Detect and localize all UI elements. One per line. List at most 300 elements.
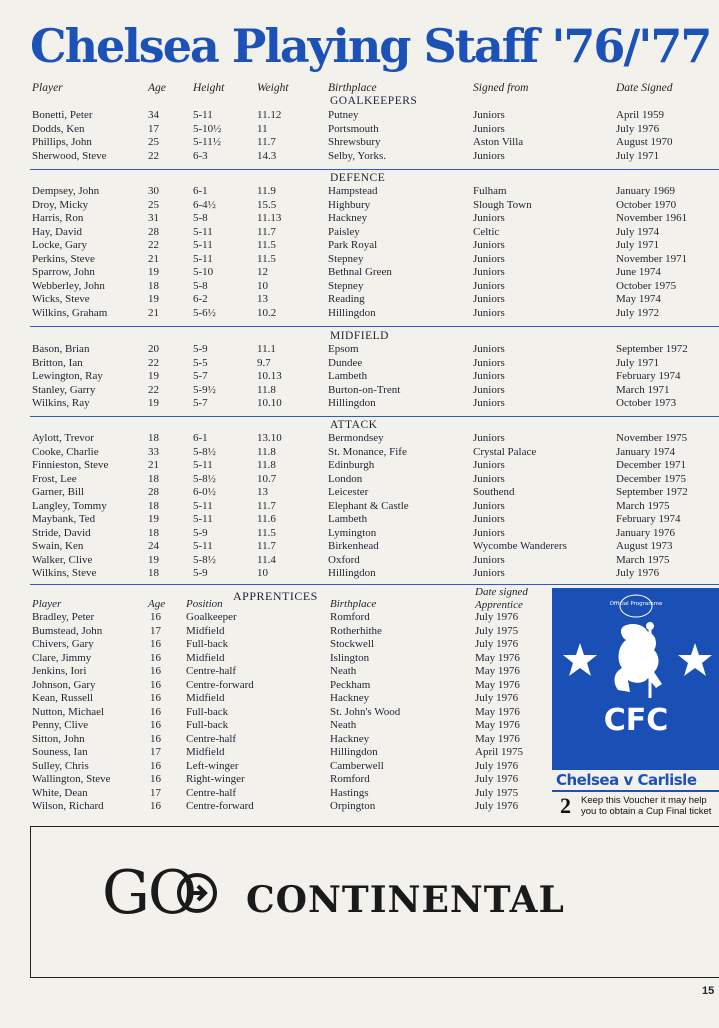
player-height: 6-1	[193, 432, 208, 444]
player-name: Cooke, Charlie	[32, 445, 99, 458]
player-signed-from: Celtic	[473, 225, 500, 238]
player-height: 5-10	[193, 266, 214, 278]
player-signed-from: Juniors	[473, 513, 505, 525]
player-date-signed: September 1972	[616, 486, 688, 498]
apprentice-position: Full-back	[186, 705, 229, 718]
arrow-right-icon	[176, 872, 218, 914]
player-signed-from: Juniors	[473, 472, 505, 485]
player-height: 6-1	[193, 185, 208, 197]
apprentice-position: Centre-forward	[186, 800, 254, 812]
apprentice-date: July 1976	[475, 773, 519, 785]
player-age: 18	[148, 526, 159, 539]
player-name: Hay, David	[32, 225, 82, 238]
player-signed-from: Juniors	[473, 122, 505, 135]
player-birthplace: Hackney	[328, 212, 368, 224]
player-date-signed: November 1975	[616, 432, 688, 444]
apprentice-date: April 1975	[475, 746, 523, 758]
advert-brand: CONTINENTAL	[246, 879, 565, 921]
player-date-signed: November 1971	[616, 252, 688, 265]
player-age: 33	[148, 445, 159, 458]
section-title: GOALKEEPERS	[330, 95, 418, 107]
player-signed-from: Fulham	[473, 185, 507, 197]
player-row	[0, 150, 719, 164]
player-signed-from: Juniors	[473, 370, 505, 382]
player-row	[0, 266, 719, 280]
player-birthplace: Lambeth	[328, 370, 368, 382]
player-birthplace: Stepney	[328, 279, 364, 292]
apprentice-age: 16	[150, 732, 161, 745]
player-birthplace: Burton-on-Trent	[328, 383, 401, 396]
player-birthplace: Bermondsey	[328, 432, 384, 444]
player-row	[0, 554, 719, 568]
programme-badge-text: Official Programme	[609, 601, 663, 607]
player-birthplace: Reading	[328, 293, 365, 305]
player-name: Webberley, John	[32, 279, 105, 292]
player-height: 5-7	[193, 370, 208, 382]
player-birthplace: Hillingdon	[328, 306, 376, 319]
player-row	[0, 384, 719, 398]
chelsea-crest-icon	[552, 588, 719, 770]
apprentice-date: May 1976	[475, 705, 520, 718]
player-age: 19	[148, 553, 159, 566]
player-weight: 10	[257, 279, 268, 292]
player-age: 25	[148, 198, 159, 211]
voucher-panel	[552, 588, 719, 770]
player-signed-from: Juniors	[473, 149, 505, 162]
player-weight: 11.8	[257, 445, 276, 458]
player-height: 5-8½	[193, 553, 216, 566]
player-age: 30	[148, 185, 159, 197]
apprentice-header-birthplace: Birthplace	[330, 598, 377, 610]
apprentice-date: July 1976	[475, 611, 519, 623]
player-birthplace: Birkenhead	[328, 540, 379, 552]
apprentice-date: May 1976	[475, 678, 520, 691]
player-name: Sherwood, Steve	[32, 149, 107, 162]
apprentice-position: Midfield	[186, 692, 225, 704]
player-age: 21	[148, 459, 159, 471]
player-weight: 11.5	[257, 526, 276, 539]
player-row	[0, 123, 719, 137]
apprentice-position: Centre-half	[186, 665, 237, 677]
apprentice-age: 17	[150, 624, 161, 637]
apprentice-position: Right-winger	[186, 773, 245, 785]
apprentice-header-date-line1: Date signed	[475, 586, 528, 598]
player-row	[0, 253, 719, 267]
player-date-signed: July 1972	[616, 306, 660, 319]
player-signed-from: Juniors	[473, 499, 505, 512]
player-weight: 11.8	[257, 459, 276, 471]
player-birthplace: Edinburgh	[328, 459, 375, 471]
apprentice-date: July 1976	[475, 759, 519, 772]
player-name: Dempsey, John	[32, 185, 100, 197]
player-age: 22	[148, 356, 159, 369]
apprentice-age: 16	[150, 773, 161, 785]
player-row	[0, 567, 719, 581]
player-age: 22	[148, 383, 159, 396]
player-date-signed: January 1974	[616, 445, 675, 458]
section-title: ATTACK	[330, 419, 378, 431]
player-name: Swain, Ken	[32, 540, 84, 552]
player-height: 5-5	[193, 356, 208, 369]
player-row	[0, 212, 719, 226]
player-height: 5-9	[193, 526, 208, 539]
player-name: Wilkins, Graham	[32, 306, 108, 319]
player-age: 18	[148, 499, 159, 512]
apprentice-birthplace: Orpington	[330, 800, 376, 812]
player-row	[0, 357, 719, 371]
apprentice-position: Midfield	[186, 651, 225, 664]
voucher-note	[581, 795, 711, 817]
player-height: 5-8½	[193, 472, 216, 485]
player-age: 18	[148, 279, 159, 292]
player-signed-from: Juniors	[473, 553, 505, 566]
apprentice-position: Centre-forward	[186, 678, 254, 691]
player-name: Wicks, Steve	[32, 293, 90, 305]
player-height: 5-8½	[193, 445, 216, 458]
player-birthplace: Park Royal	[328, 239, 378, 251]
player-weight: 11.6	[257, 513, 276, 525]
player-name: Sparrow, John	[32, 266, 95, 278]
player-height: 5-7	[193, 397, 208, 409]
apprentice-age: 16	[150, 678, 161, 691]
player-weight: 10.13	[257, 370, 282, 382]
player-age: 21	[148, 252, 159, 265]
apprentice-date: May 1976	[475, 651, 520, 664]
player-age: 17	[148, 122, 159, 135]
apprentice-birthplace: Camberwell	[330, 759, 384, 772]
apprentice-name: White, Dean	[32, 786, 88, 799]
player-birthplace: Hampstead	[328, 185, 378, 197]
player-signed-from: Juniors	[473, 432, 505, 444]
player-birthplace: Elephant & Castle	[328, 499, 409, 512]
player-weight: 11.7	[257, 225, 276, 238]
player-weight: 9.7	[257, 356, 271, 369]
page-number: 15	[702, 985, 715, 997]
player-height: 5-9	[193, 567, 208, 579]
player-name: Bason, Brian	[32, 343, 90, 355]
player-name: Walker, Clive	[32, 553, 93, 566]
header-date-signed: Date Signed	[616, 82, 673, 94]
apprentice-header-player: Player	[32, 598, 62, 610]
player-weight: 11.7	[257, 540, 276, 552]
player-birthplace: Lymington	[328, 526, 377, 539]
apprentice-header-position: Position	[186, 598, 223, 610]
player-date-signed: July 1971	[616, 239, 660, 251]
player-row	[0, 370, 719, 384]
player-birthplace: Oxford	[328, 553, 360, 566]
player-date-signed: January 1976	[616, 526, 675, 539]
player-height: 5-11	[193, 513, 213, 525]
apprentice-birthplace: Hackney	[330, 692, 370, 704]
apprentice-age: 17	[150, 746, 161, 758]
player-row	[0, 446, 719, 460]
player-height: 5-6½	[193, 306, 216, 319]
apprentice-date: May 1976	[475, 665, 520, 677]
apprentice-name: Bumstead, John	[32, 624, 103, 637]
player-row	[0, 513, 719, 527]
player-name: Lewington, Ray	[32, 370, 103, 382]
apprentice-age: 16	[150, 638, 161, 650]
player-weight: 11.7	[257, 499, 276, 512]
player-date-signed: July 1971	[616, 149, 660, 162]
player-row	[0, 343, 719, 357]
player-name: Locke, Gary	[32, 239, 87, 251]
player-height: 5-8	[193, 212, 208, 224]
apprentice-birthplace: Hillingdon	[330, 746, 378, 758]
player-weight: 10.2	[257, 306, 277, 319]
player-height: 5-9½	[193, 383, 216, 396]
player-date-signed: February 1974	[616, 513, 681, 525]
player-signed-from: Juniors	[473, 567, 505, 579]
player-signed-from: Wycombe Wanderers	[473, 540, 567, 552]
apprentice-birthplace: Islington	[330, 651, 370, 664]
apprentice-birthplace: Neath	[330, 665, 357, 677]
player-name: Langley, Tommy	[32, 499, 107, 512]
player-height: 5-11	[193, 109, 213, 121]
apprentice-birthplace: Romford	[330, 611, 370, 623]
player-height: 5-11	[193, 239, 213, 251]
player-height: 5-11	[193, 540, 213, 552]
apprentice-name: Clare, Jimmy	[32, 651, 92, 664]
player-weight: 13	[257, 486, 268, 498]
player-birthplace: Putney	[328, 109, 359, 121]
player-date-signed: October 1970	[616, 198, 677, 211]
player-height: 5-11	[193, 252, 213, 265]
apprentice-name: Wallington, Steve	[32, 773, 111, 785]
apprentices-title: APPRENTICES	[233, 589, 318, 603]
apprentice-name: Sulley, Chris	[32, 759, 89, 772]
apprentice-age: 16	[150, 611, 161, 623]
apprentice-position: Centre-half	[186, 786, 237, 799]
apprentice-name: Souness, Ian	[32, 746, 88, 758]
header-height: Height	[193, 82, 225, 94]
apprentice-age: 16	[150, 651, 161, 664]
player-age: 22	[148, 149, 159, 162]
apprentice-birthplace: Stockwell	[330, 638, 374, 650]
apprentice-position: Goalkeeper	[186, 611, 237, 623]
player-name: Britton, Ian	[32, 356, 83, 369]
player-weight: 10.7	[257, 472, 277, 485]
player-height: 6-2	[193, 293, 208, 305]
player-date-signed: April 1959	[616, 109, 664, 121]
player-signed-from: Juniors	[473, 212, 505, 224]
player-age: 25	[148, 136, 159, 148]
player-signed-from: Juniors	[473, 109, 505, 121]
player-signed-from: Juniors	[473, 252, 505, 265]
player-age: 18	[148, 472, 159, 485]
player-age: 19	[148, 266, 159, 278]
player-signed-from: Juniors	[473, 343, 505, 355]
player-signed-from: Southend	[473, 486, 515, 498]
player-name: Wilkins, Steve	[32, 567, 97, 579]
player-signed-from: Juniors	[473, 293, 505, 305]
player-birthplace: Paisley	[328, 225, 360, 238]
player-signed-from: Juniors	[473, 526, 505, 539]
apprentice-position: Left-winger	[186, 759, 239, 772]
player-age: 18	[148, 567, 159, 579]
cfc-crest-text: CFC	[603, 703, 669, 738]
apprentice-position: Full-back	[186, 638, 229, 650]
apprentice-age: 17	[150, 786, 161, 799]
player-name: Frost, Lee	[32, 472, 77, 485]
voucher-note-line1: Keep this Voucher it may help	[581, 795, 707, 806]
player-date-signed: October 1973	[616, 397, 677, 409]
player-row	[0, 540, 719, 554]
apprentice-header-date-line2: Apprentice	[475, 599, 523, 611]
player-weight: 11.9	[257, 185, 276, 197]
player-row	[0, 199, 719, 213]
player-row	[0, 136, 719, 150]
apprentice-birthplace: Hastings	[330, 786, 369, 799]
player-row	[0, 226, 719, 240]
player-height: 5-11	[193, 225, 213, 238]
player-name: Phillips, John	[32, 136, 92, 148]
player-date-signed: March 1971	[616, 383, 670, 396]
player-height: 5-9	[193, 343, 208, 355]
advert-go-text: GO	[102, 858, 196, 928]
apprentice-date: July 1976	[475, 638, 519, 650]
player-weight: 10	[257, 567, 268, 579]
player-weight: 11.7	[257, 136, 276, 148]
player-date-signed: March 1975	[616, 499, 670, 512]
player-date-signed: June 1974	[616, 266, 661, 278]
player-row	[0, 109, 719, 123]
player-birthplace: Dundee	[328, 356, 363, 369]
player-birthplace: Shrewsbury	[328, 136, 381, 148]
player-row	[0, 280, 719, 294]
player-name: Maybank, Ted	[32, 513, 96, 525]
page-title: Chelsea Playing Staff '76/'77	[30, 19, 711, 73]
player-birthplace: Leicester	[328, 486, 369, 498]
player-date-signed: December 1975	[616, 472, 686, 485]
apprentice-age: 16	[150, 719, 161, 731]
apprentice-birthplace: Rotherhithe	[330, 624, 382, 637]
player-age: 20	[148, 343, 159, 355]
apprentice-birthplace: Romford	[330, 773, 370, 785]
player-age: 31	[148, 212, 159, 224]
player-row	[0, 185, 719, 199]
apprentice-name: Wilson, Richard	[32, 800, 104, 812]
player-date-signed: February 1974	[616, 370, 681, 382]
player-height: 5-11½	[193, 136, 222, 148]
apprentice-date: May 1976	[475, 719, 520, 731]
player-row	[0, 307, 719, 321]
player-age: 18	[148, 432, 159, 444]
player-height: 6-3	[193, 149, 208, 162]
player-height: 5-11	[193, 459, 213, 471]
player-date-signed: July 1976	[616, 567, 660, 579]
player-weight: 12	[257, 266, 268, 278]
player-signed-from: Juniors	[473, 239, 505, 251]
apprentice-date: July 1975	[475, 786, 519, 799]
player-age: 24	[148, 540, 159, 552]
player-row	[0, 473, 719, 487]
player-age: 19	[148, 370, 159, 382]
player-row	[0, 293, 719, 307]
header-player: Player	[32, 82, 63, 94]
player-name: Wilkins, Ray	[32, 397, 90, 409]
apprentice-birthplace: Neath	[330, 719, 357, 731]
player-name: Bonetti, Peter	[32, 109, 93, 121]
header-signed-from: Signed from	[473, 82, 529, 94]
player-weight: 11.12	[257, 109, 282, 121]
player-date-signed: May 1974	[616, 293, 661, 305]
player-date-signed: December 1971	[616, 459, 686, 471]
apprentice-age: 16	[150, 705, 161, 718]
player-row	[0, 432, 719, 446]
player-row	[0, 527, 719, 541]
player-weight: 13.10	[257, 432, 282, 444]
apprentice-name: Kean, Russell	[32, 692, 94, 704]
apprentice-position: Centre-half	[186, 732, 237, 745]
player-date-signed: August 1973	[616, 540, 673, 552]
player-age: 19	[148, 397, 159, 409]
voucher-number: 2	[560, 793, 571, 818]
apprentice-name: Johnson, Gary	[32, 678, 96, 691]
apprentice-birthplace: St. John's Wood	[330, 705, 401, 718]
apprentice-position: Midfield	[186, 746, 225, 758]
apprentice-header-age: Age	[148, 598, 166, 610]
player-weight: 11.5	[257, 239, 276, 251]
player-birthplace: Portsmouth	[328, 122, 379, 135]
apprentice-date: May 1976	[475, 732, 520, 745]
player-age: 19	[148, 293, 159, 305]
player-birthplace: Lambeth	[328, 513, 368, 525]
player-name: Stanley, Garry	[32, 383, 96, 396]
header-birthplace: Birthplace	[328, 82, 377, 94]
player-row	[0, 459, 719, 473]
section-divider	[30, 416, 719, 417]
player-date-signed: July 1976	[616, 122, 660, 135]
player-date-signed: August 1970	[616, 136, 673, 148]
section-divider	[30, 584, 719, 585]
player-age: 34	[148, 109, 159, 121]
player-weight: 15.5	[257, 198, 277, 211]
player-weight: 11.4	[257, 553, 276, 566]
apprentice-age: 16	[150, 665, 161, 677]
player-name: Dodds, Ken	[32, 122, 85, 135]
player-name: Stride, David	[32, 526, 91, 539]
player-age: 19	[148, 513, 159, 525]
player-weight: 11.1	[257, 343, 276, 355]
player-signed-from: Crystal Palace	[473, 445, 537, 458]
player-weight: 11.13	[257, 212, 282, 224]
apprentice-name: Penny, Clive	[32, 719, 89, 731]
player-height: 5-10½	[193, 122, 222, 135]
player-date-signed: March 1975	[616, 553, 670, 566]
player-date-signed: October 1975	[616, 279, 677, 292]
player-name: Aylott, Trevor	[32, 432, 94, 444]
section-title: MIDFIELD	[330, 330, 389, 342]
player-age: 21	[148, 306, 159, 319]
header-weight: Weight	[257, 82, 289, 94]
player-signed-from: Slough Town	[473, 198, 532, 211]
player-name: Garner, Bill	[32, 486, 85, 498]
player-height: 6-4½	[193, 198, 216, 211]
player-signed-from: Juniors	[473, 279, 505, 292]
player-weight: 11.8	[257, 383, 276, 396]
player-birthplace: Epsom	[328, 343, 359, 355]
player-name: Perkins, Steve	[32, 252, 95, 265]
voucher-title: Chelsea v Carlisle	[556, 771, 697, 789]
player-birthplace: St. Monance, Fife	[328, 445, 407, 458]
player-signed-from: Juniors	[473, 266, 505, 278]
player-birthplace: Highbury	[328, 198, 371, 211]
apprentice-name: Bradley, Peter	[32, 611, 95, 623]
apprentice-position: Midfield	[186, 624, 225, 637]
player-row	[0, 239, 719, 253]
player-height: 5-8	[193, 279, 208, 292]
